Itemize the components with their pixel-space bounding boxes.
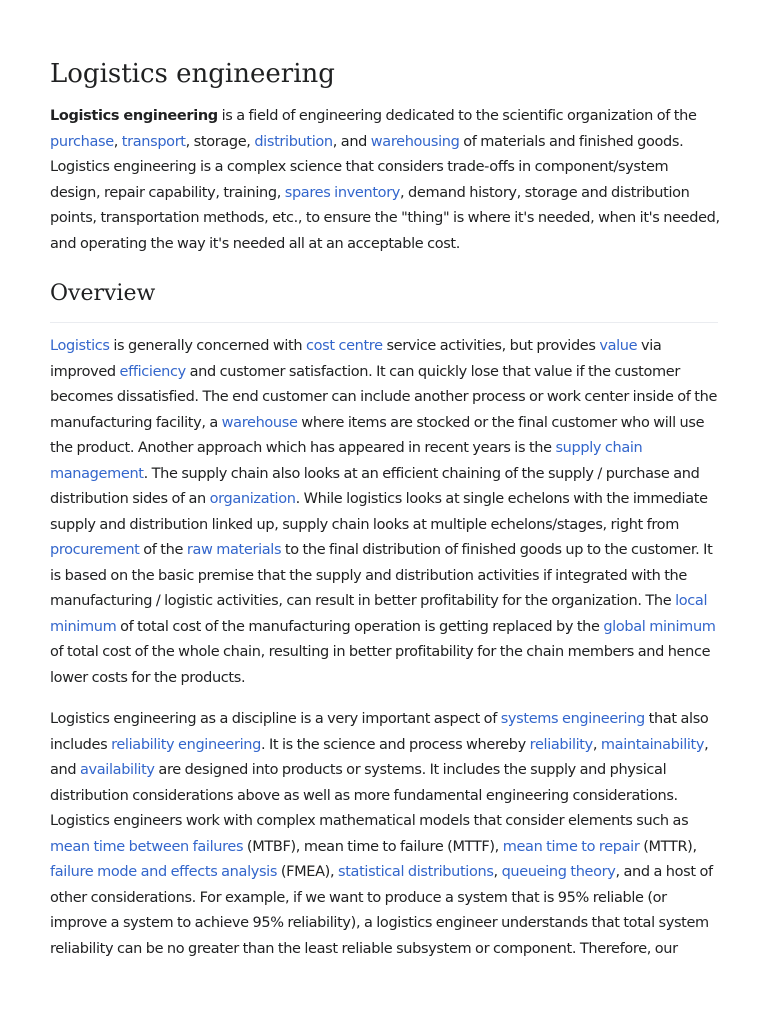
- link-statistical-distributions[interactable]: statistical distributions: [338, 864, 494, 880]
- paragraph-text: and customer satisfaction. It can quickly lose that value if the customer becomes dissatisfied. The end customer can include another process or work center inside of the manufacturing facility, a: [50, 363, 718, 431]
- paragraph-text: of total cost of the whole chain, resulting in better profitability for the chain members and hence lower costs for the products.: [50, 644, 711, 686]
- link-warehouse[interactable]: warehouse: [221, 414, 298, 431]
- link-mean-time-between-failures[interactable]: mean time between failures: [50, 838, 244, 855]
- section-heading-overview: Overview: [50, 281, 156, 306]
- paragraph-text: of total cost of the manufacturing operation is getting replaced by the: [116, 618, 604, 635]
- link-value[interactable]: value: [599, 338, 638, 354]
- paragraph-text: , and: [50, 736, 709, 778]
- paragraph-text: ,: [592, 736, 601, 753]
- bold-term: Logistics engineering: [50, 108, 218, 124]
- link-distribution[interactable]: distribution: [254, 133, 333, 150]
- overview-paragraph-1: [50, 334, 722, 691]
- link-reliability-engineering[interactable]: reliability engineering: [111, 736, 261, 753]
- paragraph-text: , storage,: [185, 133, 255, 150]
- link-procurement[interactable]: procurement: [50, 542, 140, 558]
- link-spares-inventory[interactable]: spares inventory: [284, 184, 401, 201]
- paragraph-text: . It is the science and process whereby: [260, 736, 530, 753]
- paragraph-text: is a field of engineering dedicated to the scientific organization of the: [217, 108, 697, 124]
- paragraph-text: (FMEA),: [277, 864, 338, 880]
- paragraph-text: , and: [332, 133, 371, 150]
- link-logistics[interactable]: Logistics: [50, 338, 110, 354]
- paragraph-text: . While logistics looks at single echelons with the immediate supply and distribution linked up, supply chain looks at multiple echelons/stages, right from: [50, 491, 708, 533]
- paragraph-text: (MTTR),: [639, 838, 697, 855]
- paragraph-text: (MTBF), mean time to failure (MTTF),: [243, 838, 503, 855]
- link-queueing-theory[interactable]: queueing theory: [501, 864, 616, 880]
- section-divider: [50, 322, 718, 323]
- paragraph-text: . The supply chain also looks at an efficient chaining of the supply / purchase and distribution sides of an: [50, 465, 700, 507]
- link-raw-materials[interactable]: raw materials: [186, 542, 282, 558]
- link-transport[interactable]: transport: [121, 133, 186, 150]
- link-cost-centre[interactable]: cost centre: [306, 338, 383, 354]
- link-local-minimum[interactable]: local minimum: [50, 593, 708, 635]
- intro-paragraph: [50, 104, 722, 257]
- page-title: Logistics engineering: [50, 59, 335, 89]
- paragraph-text: ,: [493, 864, 502, 880]
- paragraph-text: is generally concerned with: [109, 338, 306, 354]
- link-fmea[interactable]: failure mode and effects analysis: [50, 864, 278, 880]
- link-purchase[interactable]: purchase: [50, 133, 114, 150]
- link-reliability[interactable]: reliability: [529, 736, 593, 753]
- link-supply-chain-management[interactable]: supply chain management: [50, 440, 643, 482]
- link-efficiency[interactable]: efficiency: [119, 363, 186, 380]
- paragraph-text: of materials and finished goods. Logistics engineering is a complex science that considers trade-offs in component/system design, repair capability, training,: [50, 133, 684, 201]
- link-systems-engineering[interactable]: systems engineering: [500, 711, 645, 727]
- paragraph-text: ,: [113, 133, 122, 150]
- link-mean-time-to-repair[interactable]: mean time to repair: [502, 838, 640, 855]
- paragraph-text: that also includes: [50, 711, 709, 753]
- paragraph-text: to the final distribution of finished goods up to the customer. It is based on the basic premise that the supply and distribution activities if integrated with the manufacturing / logistic activities, can result in better profitability for the organization. The: [50, 542, 713, 609]
- paragraph-text: , and a host of other considerations. For example, if we want to produce a system that is 95% reliable (or improve a system to achieve 95% reliability), a logistics engineer understands that total system reliability can be no greater than the least reliable subsystem or component. Therefore, our: [50, 864, 713, 957]
- overview-paragraph-2: [50, 707, 722, 962]
- paragraph-text: service activities, but provides: [382, 338, 600, 354]
- link-global-minimum[interactable]: global minimum: [603, 618, 716, 635]
- paragraph-text: are designed into products or systems. It includes the supply and physical distribution considerations above as well as more fundamental engineering considerations. Logistics engineers work with complex mathematical models that consider elements such as: [50, 762, 689, 829]
- link-organization[interactable]: organization: [209, 491, 296, 507]
- link-availability[interactable]: availability: [80, 762, 155, 778]
- paragraph-text: , demand history, storage and distribution points, transportation methods, etc., to ensure the "thing" is where it's needed, when it's needed, and operating the way it's needed all at an acceptable cost.: [50, 184, 720, 252]
- paragraph-text: Logistics engineering as a discipline is a very important aspect of: [50, 711, 501, 727]
- paragraph-text: via improved: [50, 338, 662, 380]
- link-maintainability[interactable]: maintainability: [600, 736, 705, 753]
- paragraph-text: where items are stocked or the final customer who will use the product. Another approach which has appeared in recent years is the: [50, 414, 705, 456]
- link-warehousing[interactable]: warehousing: [370, 133, 460, 150]
- paragraph-text: of the: [139, 542, 187, 558]
